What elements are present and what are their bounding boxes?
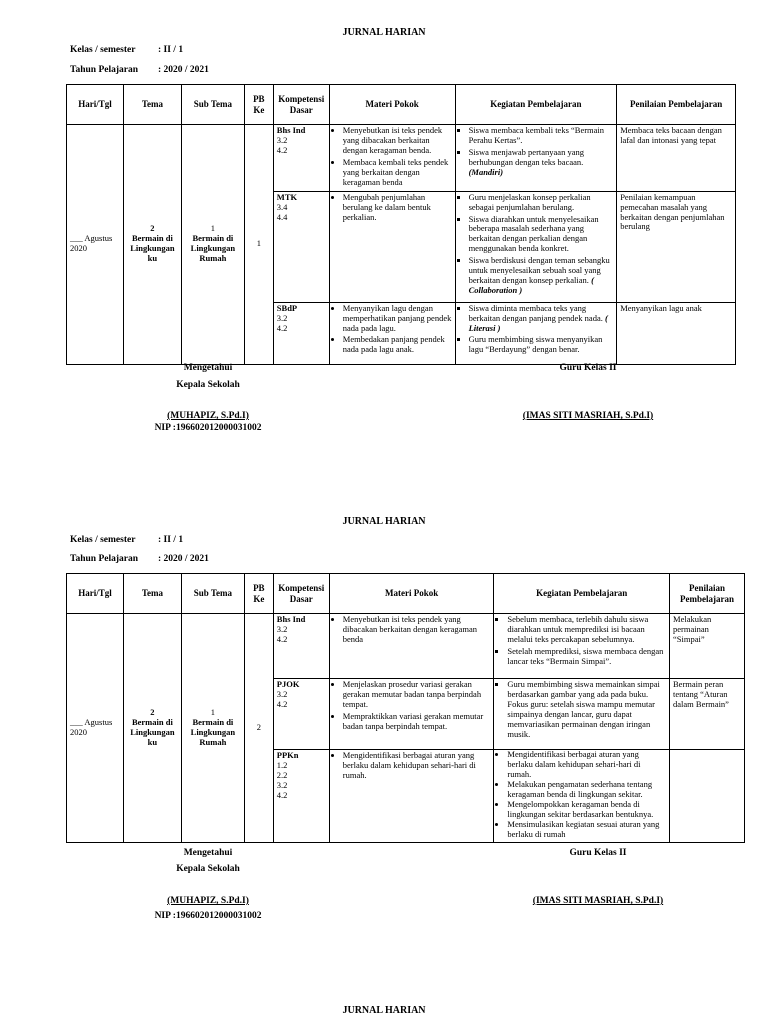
- kegiatan-cell: ▪ Guru membimbing siswa memainkan simpai berdasarkan gambar yang ada pada buku. Fokus guru: setelah siswa mampu memutar simpainya dengan lancar, guru dapat memvariasikan permainan dengan iringan musik.: [494, 679, 670, 750]
- tema-cell: 2 Bermain di Lingkungan ku: [123, 125, 181, 365]
- guru-kelas-label: Guru Kelas II: [569, 848, 627, 858]
- kd-cell: PJOK 3.2 4.2: [273, 679, 329, 750]
- kegiatan-cell: ▪ Siswa membaca kembali teks “Bermain Perahu Kertas”. ▪ Siswa menjawab pertanyaan yang berhubungan dengan teks bacaan. (Mandiri): [455, 125, 617, 192]
- kelas-label: Kelas / semester: [70, 535, 136, 545]
- pb-cell: 2: [244, 614, 273, 843]
- tahun-label: Tahun Pelajaran: [70, 554, 139, 564]
- header-penilaian: Penilaian Pembelajaran: [617, 85, 736, 125]
- header-hari: Hari/Tgl: [67, 85, 124, 125]
- header-tema: Tema: [123, 574, 181, 614]
- kepala-sekolah-label: Kepala Sekolah: [176, 380, 240, 390]
- kd-cell: SBdP 3.2 4.2: [273, 302, 329, 364]
- materi-cell: • Menyebutkan isi teks pendek yang dibacakan berkaitan dengan keragaman benda: [329, 614, 494, 679]
- journal-1-title: JURNAL HARIAN: [342, 27, 426, 38]
- materi-cell: • Menjelaskan prosedur variasi gerakan gerakan memutar badan tanpa berpindah tempat. • Mempraktikkan variasi gerakan memutar badan tanpa berpindah tempat.: [329, 679, 494, 750]
- materi-cell: • Mengidentifikasi berbagai aturan yang berlaku dalam kehidupan sehari-hari di rumah.: [329, 750, 494, 843]
- kelas-label: Kelas / semester: [70, 45, 136, 55]
- header-kd: Kompetensi Dasar: [273, 574, 329, 614]
- journal-3-title: JURNAL HARIAN: [342, 1005, 426, 1016]
- subtema-cell: 1 Bermain di Lingkungan Rumah: [181, 614, 244, 843]
- kelas-value: : II / 1: [158, 535, 184, 545]
- hari-cell: ___ Agustus 2020: [67, 125, 124, 365]
- header-tema: Tema: [123, 85, 181, 125]
- tahun-label: Tahun Pelajaran: [70, 65, 139, 75]
- kepala-sekolah-name: (MUHAPIZ, S.Pd.I): [167, 896, 249, 906]
- header-hari: Hari/Tgl: [67, 574, 124, 614]
- kepala-sekolah-name: (MUHAPIZ, S.Pd.I): [167, 411, 249, 421]
- pb-cell: 1: [244, 125, 273, 365]
- header-subtema: Sub Tema: [181, 574, 244, 614]
- guru-kelas-name: (IMAS SITI MASRIAH, S.Pd.I): [532, 896, 664, 906]
- journal-1-table: [66, 84, 736, 365]
- header-materi: Materi Pokok: [329, 574, 494, 614]
- materi-cell: • Mengubah penjumlahan berulang ke dalam bentuk perkalian.: [329, 191, 455, 302]
- guru-kelas-name: (IMAS SITI MASRIAH, S.Pd.I): [522, 411, 654, 421]
- header-pb: PB Ke: [244, 85, 273, 125]
- header-subtema: Sub Tema: [181, 85, 244, 125]
- kelas-value: : II / 1: [158, 45, 184, 55]
- penilaian-cell: Melakukan permainan “Simpai”: [670, 614, 745, 679]
- kepala-sekolah-label: Kepala Sekolah: [176, 864, 240, 874]
- kepala-sekolah-nip: NIP :196602012000031002: [154, 423, 262, 433]
- table-header-row: [67, 85, 736, 125]
- kd-cell: MTK 3.4 4.4: [273, 191, 329, 302]
- kegiatan-cell: ▪ Siswa diminta membaca teks yang berkaitan dengan panjang pendek nada. ( Literasi ) ▪ Guru membimbing siswa menyanyikan lagu “Berdayung” dengan benar.: [455, 302, 617, 364]
- penilaian-cell: [670, 750, 745, 843]
- table-header-row: [67, 574, 745, 614]
- mengetahui-label: Mengetahui: [183, 848, 233, 858]
- table-row: [67, 125, 736, 192]
- kd-cell: PPKn 1.2 2.2 3.2 4.2: [273, 750, 329, 843]
- guru-kelas-label: Guru Kelas II: [559, 363, 617, 373]
- penilaian-cell: Bermain peran tentang “Aturan dalam Bermain”: [670, 679, 745, 750]
- mengetahui-label: Mengetahui: [183, 363, 233, 373]
- tema-cell: 2 Bermain di Lingkungan ku: [123, 614, 181, 843]
- penilaian-cell: Penilaian kemampuan pemecahan masalah yang berkaitan dengan penjumlahan berulang: [617, 191, 736, 302]
- kd-cell: Bhs Ind 3.2 4.2: [273, 614, 329, 679]
- header-kd: Kompetensi Dasar: [273, 85, 329, 125]
- journal-2-table: [66, 573, 745, 843]
- header-kegiatan: Kegiatan Pembelajaran: [494, 574, 670, 614]
- journal-2-title: JURNAL HARIAN: [342, 516, 426, 527]
- kegiatan-cell: • Mengidentifikasi berbagai aturan yang berlaku dalam kehidupan sehari-hari di rumah. • Melakukan pengamatan sederhana tentang keragaman benda di lingkungan sekitar. • Mengelompokkan keragaman benda di lingkungan sekitar berdasarkan bentuknya. • Mensimulasikan kegiatan sesuai aturan yang berlaku di rumah: [494, 750, 670, 843]
- kepala-sekolah-nip: NIP :196602012000031002: [154, 911, 262, 921]
- header-materi: Materi Pokok: [329, 85, 455, 125]
- kegiatan-cell: ▪ Guru menjelaskan konsep perkalian sebagai penjumlahan berulang. ▪ Siswa diarahkan untuk menyelesaikan beberapa masalah sederhana yang berkaitan dengan perkalian dengan menggunakan benda konkret. ▪ Siswa berdiskusi dengan teman sebangku untuk menyelesaikan sebuah soal yang berkaitan dengan konsep perkalian. ( Collaboration ): [455, 191, 617, 302]
- penilaian-cell: Menyanyikan lagu anak: [617, 302, 736, 364]
- kd-cell: Bhs Ind 3.2 4.2: [273, 125, 329, 192]
- penilaian-cell: Membaca teks bacaan dengan lafal dan intonasi yang tepat: [617, 125, 736, 192]
- kegiatan-cell: ▪ Sebelum membaca, terlebih dahulu siswa diarahkan untuk memprediksi isi bacaan melalui teks percakapan sebelumnya. ▪ Setelah memprediksi, siswa membaca dengan lancar teks “Bermain Simpai”.: [494, 614, 670, 679]
- header-penilaian: Penilaian Pembelajaran: [670, 574, 745, 614]
- header-pb: PB Ke: [244, 574, 273, 614]
- tahun-value: : 2020 / 2021: [158, 65, 209, 75]
- hari-cell: ___ Agustus 2020: [67, 614, 124, 843]
- tahun-value: : 2020 / 2021: [158, 554, 209, 564]
- subtema-cell: 1 Bermain di Lingkungan Rumah: [181, 125, 244, 365]
- table-row: [67, 614, 745, 679]
- header-kegiatan: Kegiatan Pembelajaran: [455, 85, 617, 125]
- materi-cell: • Menyanyikan lagu dengan memperhatikan panjang pendek nada pada lagu. • Membedakan panjang pendek nada pada lagu anak.: [329, 302, 455, 364]
- materi-cell: • Menyebutkan isi teks pendek yang dibacakan berkaitan dengan keragaman benda. • Membaca kembali teks pendek yang berkaitan dengan keragaman benda: [329, 125, 455, 192]
